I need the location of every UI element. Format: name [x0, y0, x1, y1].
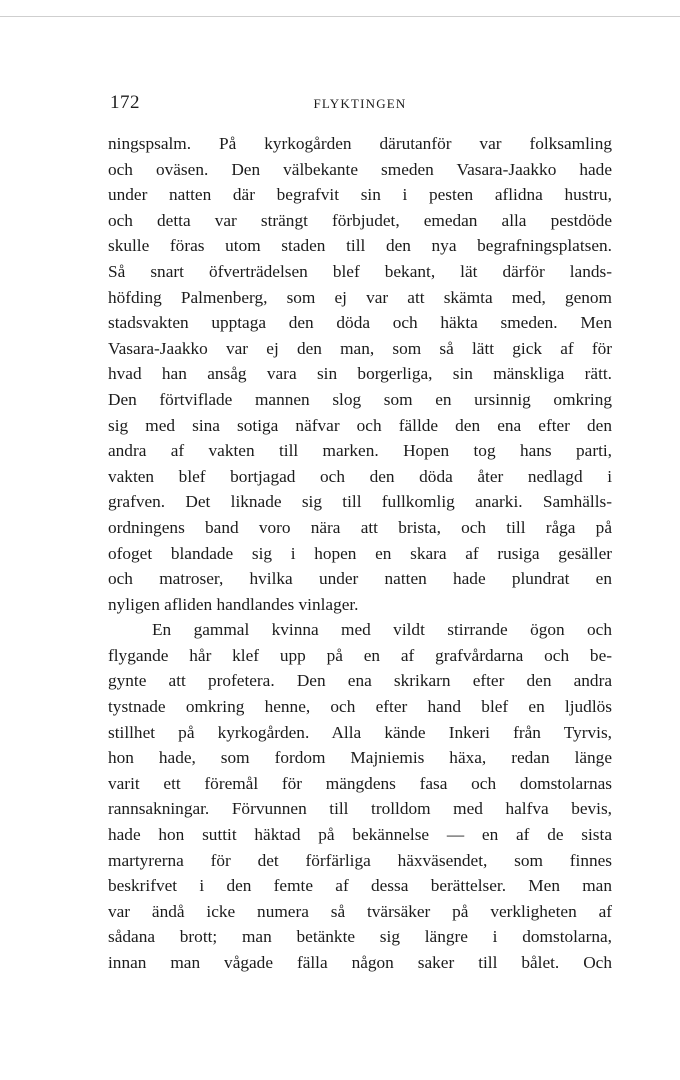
running-head [108, 92, 612, 120]
text-line: hvad han ansåg vara sin borgerliga, sin mänskliga rätt. [108, 364, 612, 384]
page-number: 172 [110, 92, 140, 113]
paragraph-1 [108, 131, 612, 617]
text-line: hon hade, som fordom Majniemis häxa, redan länge [108, 748, 612, 768]
text-line: stillhet på kyrkogården. Alla kände Inkeri från Tyrvis, [108, 722, 612, 742]
paragraph-2 [108, 617, 612, 975]
text-line: vakten blef bortjagad och den döda åter nedlagd i [108, 466, 612, 486]
text-line: ordningens band voro nära att brista, och till råga på [108, 517, 612, 537]
text-line: Så snart öfverträdelsen blef bekant, lät därför lands- [108, 261, 612, 281]
text-line: och detta var strängt förbjudet, emedan alla pestdöde [108, 210, 612, 230]
text-line: andra af vakten till marken. Hopen tog hans parti, [108, 441, 612, 461]
text-line: nyligen afliden handlandes vinlager. [108, 594, 359, 614]
body-text [108, 131, 612, 976]
text-line: stadsvakten upptaga den döda och häkta smeden. Men [108, 313, 612, 333]
text-line: beskrifvet i den femte af dessa berättelser. Men man [108, 876, 612, 896]
running-title: FLYKTINGEN [313, 96, 407, 111]
text-line: innan man vågade fälla någon saker till bålet. Och [108, 953, 612, 972]
text-line: sådana brott; man betänkte sig längre i domstolarna, [108, 927, 612, 947]
text-line: sig med sina sotiga näfvar och fällde den ena efter den [108, 415, 612, 435]
text-line: och matroser, hvilka under natten hade plundrat en [108, 569, 612, 589]
text-line: gynte att profetera. Den ena skrikarn efter den andra [108, 671, 612, 691]
text-line: rannsakningar. Förvunnen till trolldom med halfva bevis, [108, 799, 612, 819]
text-line: tystnade omkring henne, och efter hand blef en ljudlös [108, 697, 612, 717]
text-line: höfding Palmenberg, som ej var att skämta med, genom [108, 287, 612, 307]
text-line: ningspsalm. På kyrkogården därutanför var folksamling [108, 134, 612, 153]
text-line: En gammal kvinna med vildt stirrande ögon och [152, 620, 612, 640]
text-line: varit ett föremål för mängdens fasa och domstolarnas [108, 773, 612, 793]
text-line: och oväsen. Den välbekante smeden Vasara-Jaakko hade [108, 159, 612, 179]
text-line: hade hon suttit häktad på bekännelse — en af de sista [108, 825, 612, 845]
text-line: ofoget blandade sig i hopen en skara af rusiga gesäller [108, 543, 612, 563]
text-line: grafven. Det liknade sig till fullkomlig anarki. Samhälls- [108, 492, 612, 512]
text-line: var ändå icke numera så tvärsäker på verkligheten af [108, 901, 612, 921]
text-line: Den förtviflade mannen slog som en ursinnig omkring [108, 389, 612, 409]
text-line: skulle föras utom staden till den nya begrafningsplatsen. [108, 236, 612, 256]
text-line: Vasara-Jaakko var ej den man, som så lätt gick af för [108, 338, 612, 358]
top-edge-rule [0, 16, 680, 17]
text-line: martyrerna för det förfärliga häxväsendet, som finnes [108, 850, 612, 870]
text-line: flygande hår klef upp på en af grafvårdarna och be- [108, 645, 612, 665]
text-line: under natten där begrafvit sin i pesten aflidna hustru, [108, 185, 612, 205]
